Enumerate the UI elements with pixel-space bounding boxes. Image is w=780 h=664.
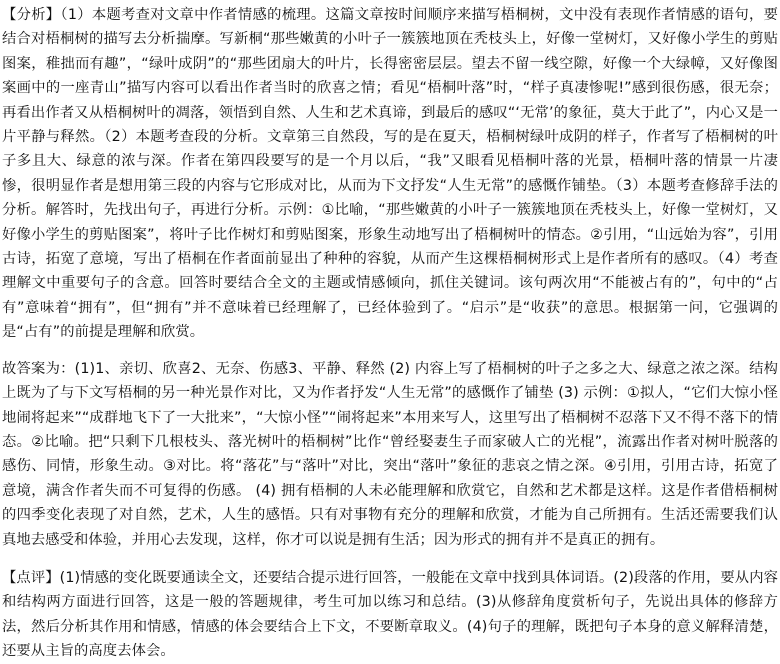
analysis-paragraph: 【分析】（1）本题考查对文章中作者情感的梳理。这篇文章按时间顺序来描写梧桐树，文中没有表现作者情感的语句，要结合对梧桐树的描写去分析揣摩。写新桐“那些嫩黄的小叶子一簇簇地顶在秃枝头上，好像一堂树灯，又好像小学生的剪贴图案，稚拙而有趣”，“绿叶成阴”的“那些团扇大的叶片，长得密密层层。望去不留一线空隙，好像一个大绿幛，又好像图案画中的一座青山”描写内容可以看出作者当时的欣喜之情；看见“梧桐叶落”时，“样子真凄惨呢!”感到很伤感，很无奈；再看出作者又从梧桐树叶的凋落，领悟到自然、人生和艺术真谛，到最后的感叹“‘无常’的象征，莫大于此了”，内心又是一片平静与释然。（2）本题考查段的分析。文章第三自然段，写的是在夏天，梧桐树绿叶成阴的样子，作者写了梧桐树的叶子多且大、绿意的浓与深。作者在第四段要写的是一个月以后，“我”又眼看见梧桐叶落的光景，梧桐叶落的情景一片凄惨，很明显作者是想用第三段的内容与它形成对比，从而为下文抒发“人生无常”的感慨作铺垫。（3）本题考查修辞手法的分析。解答时，先找出句子，再进行分析。示例：①比喻，“那些嫩黄的小叶子一簇簇地顶在秃枝头上，好像一堂树灯，又好像小学生的剪贴图案”，将叶子比作树灯和剪贴图案，形象生动地写出了梧桐树叶的情态。②引用，“山远始为容”，引用古诗，拓宽了意境，写出了梧桐在作者面前显出了种种的容貌，从而产生这棵梧桐树形式上是作者所有的感叹。（4）考查理解文中重要句子的含意。回答时要结合全文的主题或情感倾向，抓住关键词。该句两次用“不能被占有的”，句中的“占有”意味着“拥有”，但“拥有”并不意味着已经理解了，已经体验到了。“启示”是“收获”的意思。根据第一问，它强调的是“占有”的前提是理解和欣赏。 — [2, 7, 778, 341]
answer-paragraph: 故答案为：(1)1、亲切、欣喜2、无奈、伤感3、平静、释然 (2) 内容上写了梧桐树的叶子之多之大、绿意之浓之深。结构上既为了与下文写梧桐的另一种光景作对比，又为作者抒发“人生无常”的感慨作了铺垫 (3) 示例：①拟人，“它们大惊小怪地闹将起来”“成群地飞下了一大批来”，“大惊小怪”“闹将起来”本用来写人，这里写出了梧桐树不忍落下又不得不落下的情态。②比喻。把“只剩下几根枝头、落光树叶的梧桐树”比作“曾经娶妻生子而家破人亡的光棍”，流露出作者对树叶脱落的感伤、同情，形象生动。③对比。将“落花”与“落叶”对比，突出“落叶”象征的悲哀之情之深。④引用，引用古诗，拓宽了意境，满含作者失而不可复得的伤感。 (4) 拥有梧桐的人未必能理解和欣赏它，自然和艺术都是这样。这是作者借梧桐树的四季变化表现了对自然，艺术，人生的感悟。只有对事物有充分的理解和欣赏，才能为自己所拥有。生活还需要我们认真地去感受和体验，并用心去发现，这样，你才可以说是拥有生活；因为形式的拥有并不是真正的拥有。 — [2, 360, 778, 548]
comment-paragraph: 【点评】(1)情感的变化既要通读全文，还要结合提示进行回答，一般能在文章中找到具体词语。(2)段落的作用，要从内容和结构两方面进行回答，这是一般的答题规律，考生可加以练习和总结。(3)从修辞角度赏析句子，先说出具体的修辞方法，然后分析其作用和情感，情感的体会要结合上下文，不要断章取义。(4)句子的理解，既把句子本身的意义解释清楚，还要从主旨的高度去体会。 — [2, 569, 778, 660]
